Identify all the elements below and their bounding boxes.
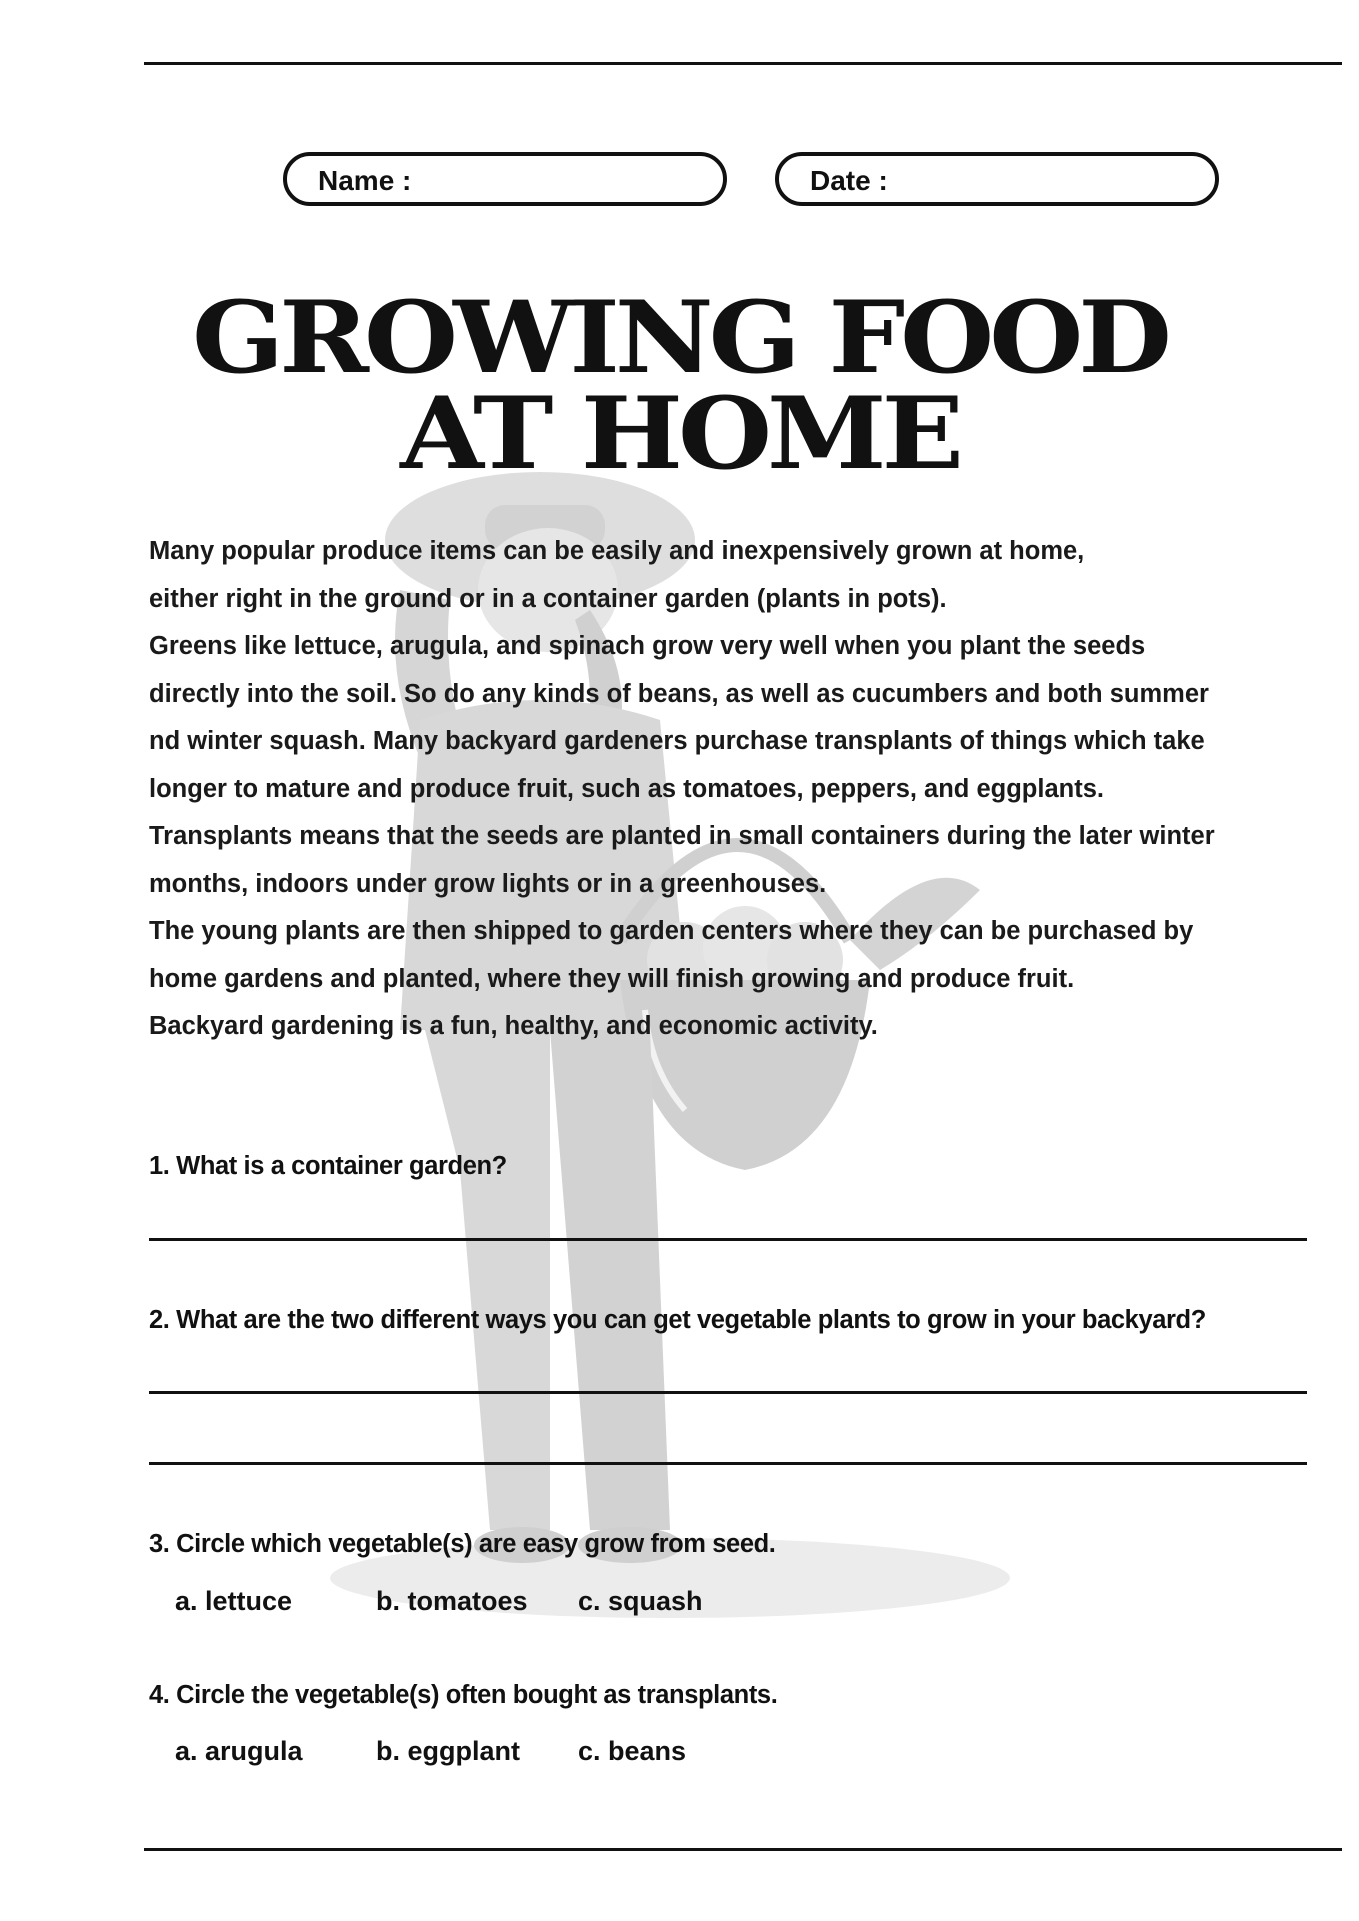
name-field[interactable]: [283, 152, 727, 206]
date-field[interactable]: [775, 152, 1219, 206]
passage-line: Many popular produce items can be easily and inexpensively grown at home,: [149, 537, 1085, 565]
question-1: 1. What is a container garden?: [149, 1152, 507, 1180]
passage-line: Greens like lettuce, arugula, and spinach grow very well when you plant the seeds: [149, 632, 1146, 660]
bottom-divider: [144, 1848, 1342, 1851]
option-c[interactable]: c. beans: [578, 1736, 687, 1766]
passage-line: Transplants means that the seeds are planted in small containers during the later winter: [149, 822, 1215, 850]
passage-line: either right in the ground or in a container garden (plants in pots).: [149, 585, 947, 613]
page-title-line-1: GROWING FOOD: [192, 280, 1167, 396]
top-divider: [144, 62, 1342, 65]
passage-line: The young plants are then shipped to garden centers where they can be purchased by: [149, 917, 1194, 945]
page-title-line-2: AT HOME: [400, 376, 959, 492]
name-label: Name :: [318, 165, 412, 196]
option-c[interactable]: c. squash: [578, 1586, 703, 1616]
question-2: 2. What are the two different ways you can get vegetable plants to grow in your backyard?: [149, 1306, 1206, 1334]
question-4: 4. Circle the vegetable(s) often bought as transplants.: [149, 1681, 778, 1709]
passage-line: Backyard gardening is a fun, healthy, and economic activity.: [149, 1012, 878, 1040]
passage-line: home gardens and planted, where they will finish growing and produce fruit.: [149, 965, 1075, 993]
option-a[interactable]: a. lettuce: [175, 1586, 293, 1616]
answer-line[interactable]: [149, 1391, 1307, 1394]
answer-line[interactable]: [149, 1462, 1307, 1465]
answer-line[interactable]: [149, 1238, 1307, 1241]
passage-line: longer to mature and produce fruit, such as tomatoes, peppers, and eggplants.: [149, 775, 1104, 803]
option-b[interactable]: b. tomatoes: [376, 1586, 528, 1616]
passage-line: nd winter squash. Many backyard gardeners purchase transplants of things which take: [149, 727, 1205, 755]
passage-line: months, indoors under grow lights or in a greenhouses.: [149, 870, 827, 898]
date-label: Date :: [810, 165, 888, 196]
option-b[interactable]: b. eggplant: [376, 1736, 520, 1766]
question-3: 3. Circle which vegetable(s) are easy grow from seed.: [149, 1530, 776, 1558]
option-a[interactable]: a. arugula: [175, 1736, 303, 1766]
passage-line: directly into the soil. So do any kinds of beans, as well as cucumbers and both summer: [149, 680, 1209, 708]
